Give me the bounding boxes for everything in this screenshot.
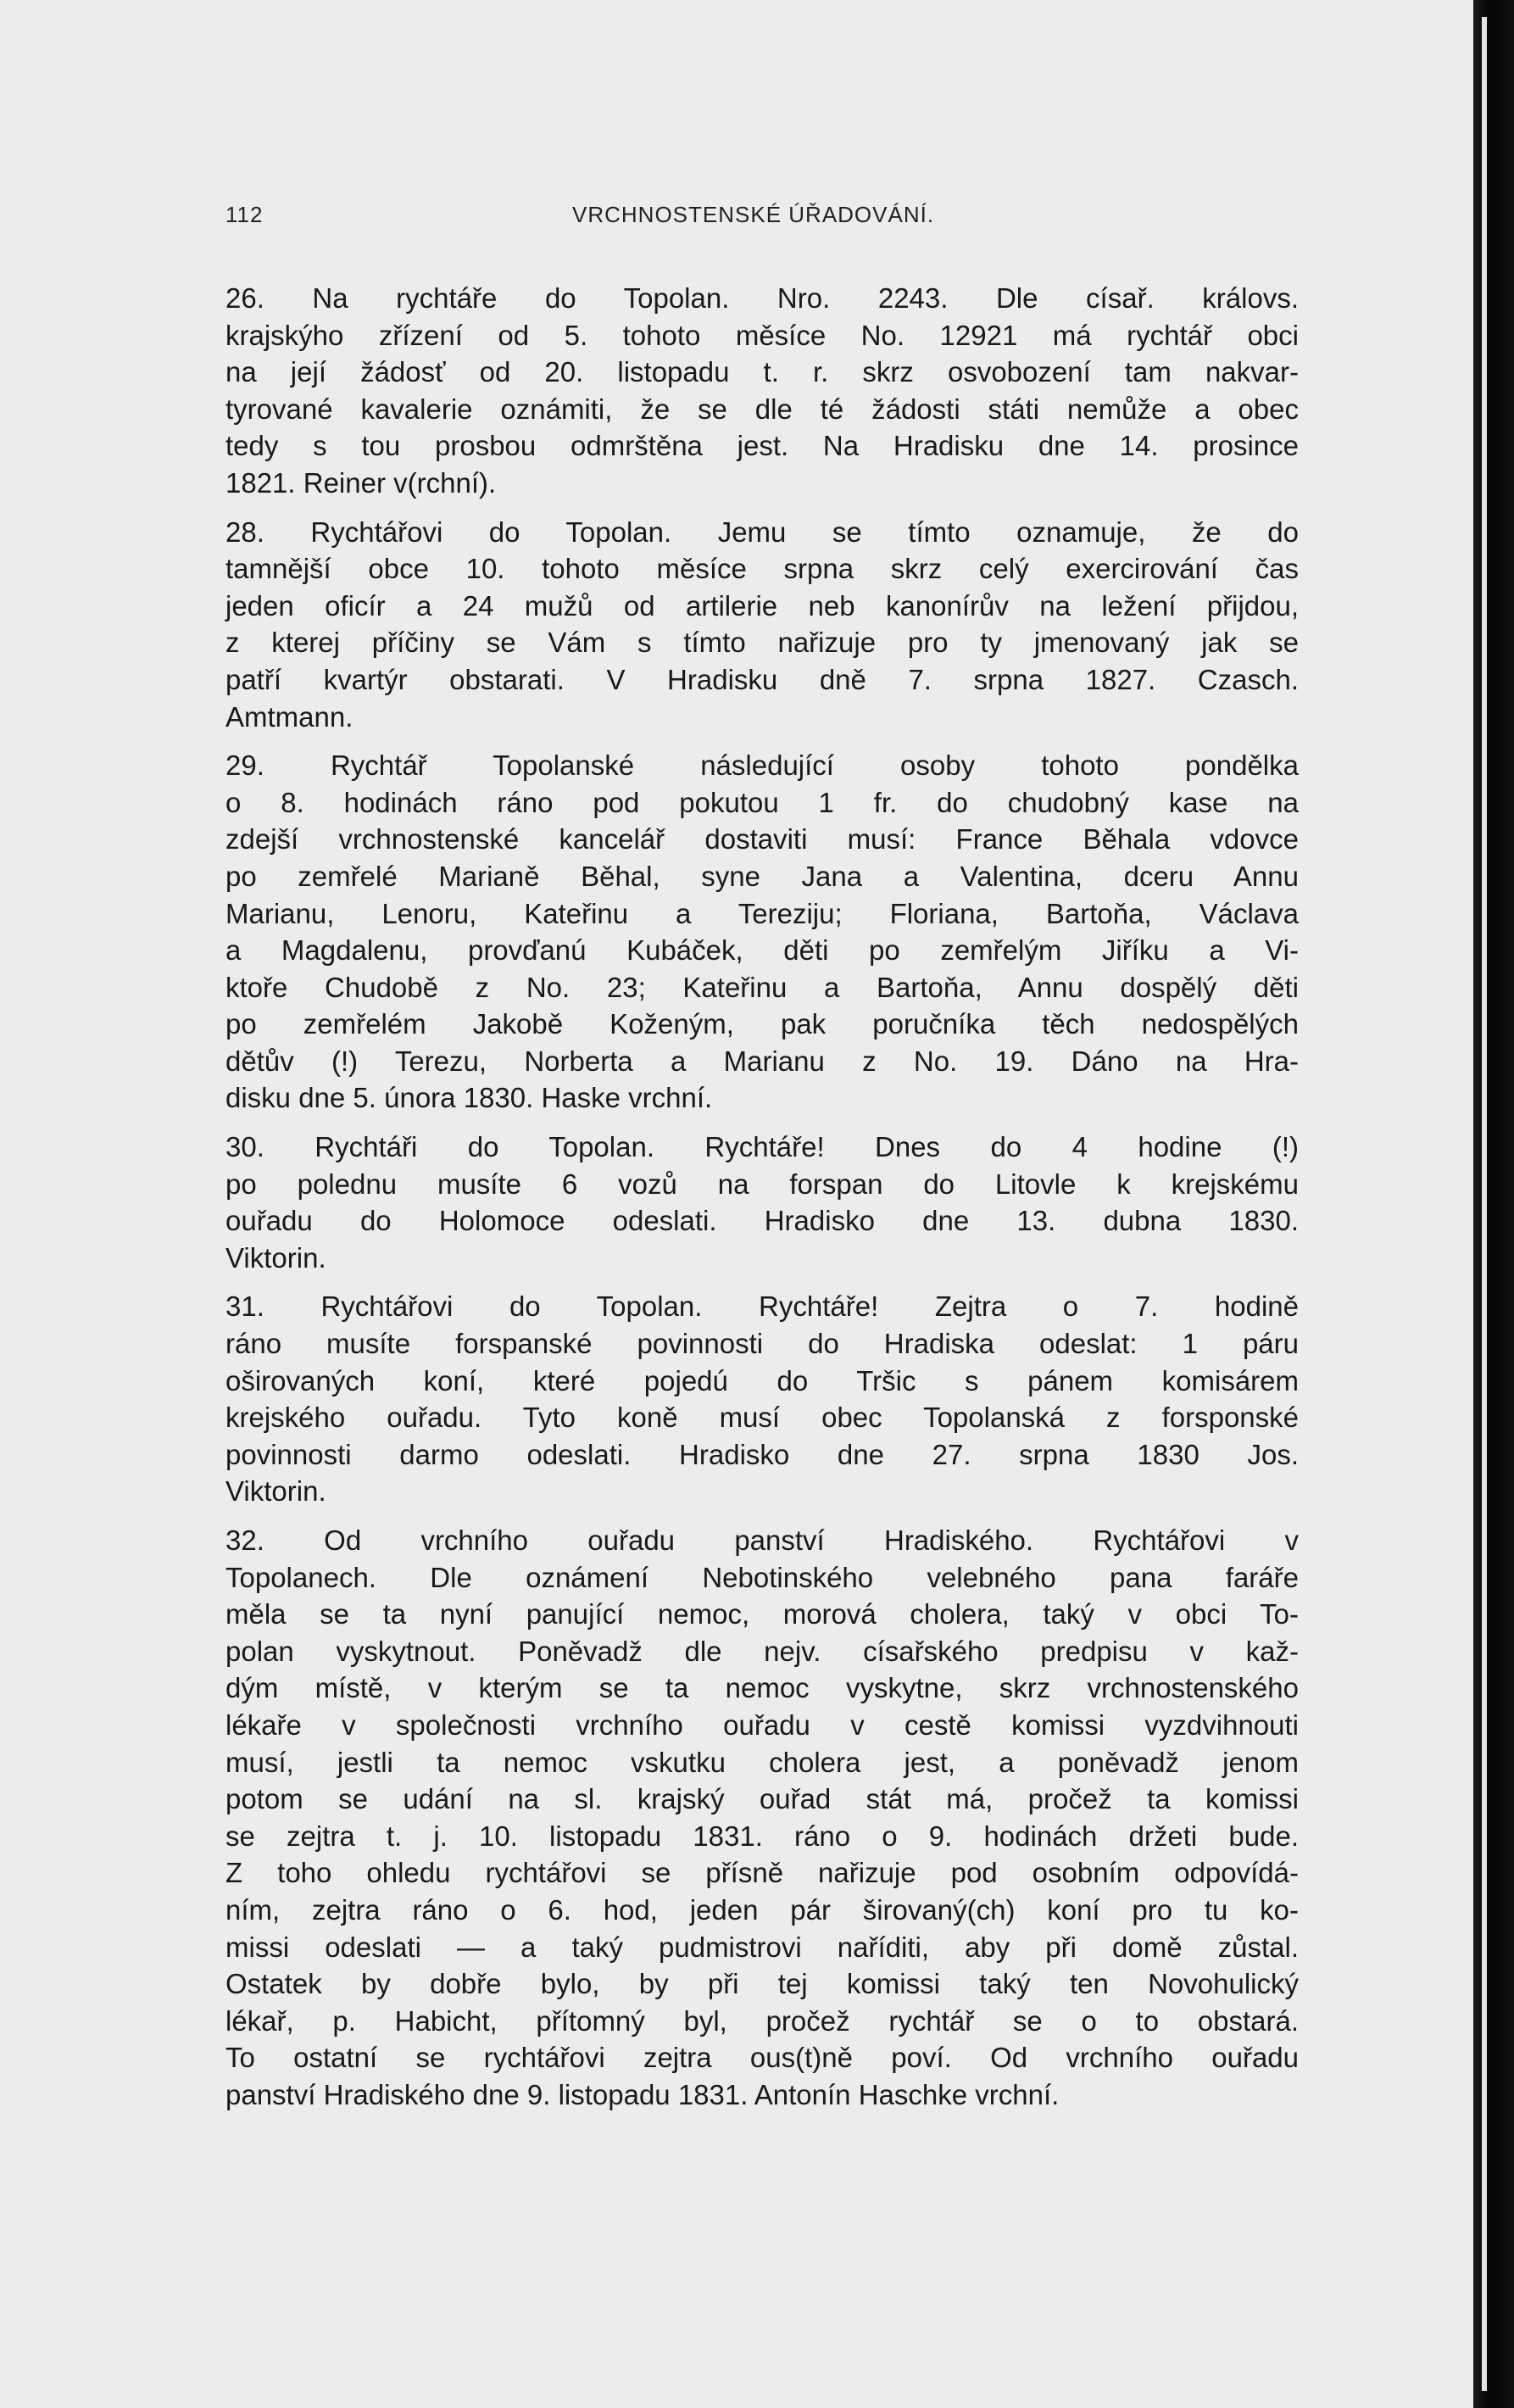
text-line: musí, jestli ta nemoc vskutku cholera jest, a poněvadž jenom: [225, 1746, 1299, 1778]
text-line: se zejtra t. j. 10. listopadu 1831. ráno o 9. hodinách držeti bude.: [225, 1820, 1299, 1852]
text-line: po zemřelé Marianě Běhal, syne Jana a Valentina, dceru Annu: [225, 860, 1299, 892]
text-line: 28. Rychtářovi do Topolan. Jemu se tímto oznamuje, že do: [225, 516, 1299, 548]
text-line: na její žádosť od 20. listopadu t. r. skrz osvobození tam nakvar-: [225, 356, 1299, 388]
running-head: VRCHNOSTENSKÉ ÚŘADOVÁNÍ.: [572, 202, 935, 227]
text-line: oširovaných koní, které pojedú do Tršic s pánem komisárem: [225, 1364, 1299, 1396]
scan-edge: [1473, 0, 1514, 2408]
text-line: patří kvartýr obstarati. V Hradisku dně 7. srpna 1827. Czasch.: [225, 663, 1299, 695]
text-line: a Magdalenu, provďanú Kubáček, děti po zemřelým Jiříku a Vi-: [225, 934, 1299, 967]
text-line: polan vyskytnout. Poněvadž dle nejv. císařského predpisu v kaž-: [225, 1635, 1299, 1667]
text-line: Z toho ohledu rychtářovi se přísně nařizuje pod osobním odpovídá-: [225, 1857, 1299, 1889]
text-line: jeden oficír a 24 mužů od artilerie neb kanonírův na ležení přijdou,: [225, 589, 1299, 622]
text-line: 31. Rychtářovi do Topolan. Rychtáře! Zejtra o 7. hodině: [225, 1290, 1299, 1323]
text-line: Marianu, Lenoru, Kateřinu a Tereziju; Floriana, Bartoňa, Václava: [225, 897, 1299, 929]
text-line: tedy s tou prosbou odmrštěna jest. Na Hradisku dne 14. prosince: [225, 430, 1299, 462]
paragraph: [225, 1129, 1299, 1276]
text-line: zdejší vrchnostenské kancelář dostaviti musí: France Běhala vdovce: [225, 823, 1299, 856]
text-line: lékaře v společnosti vrchního ouřadu v cestě komissi vyzdvihnouti: [225, 1708, 1299, 1741]
text-line: 1821. Reiner v(rchní).: [225, 466, 497, 499]
scan-edge-line: [1482, 17, 1487, 2391]
text-line: 30. Rychtáři do Topolan. Rychtáře! Dnes do 4 hodine (!): [225, 1131, 1299, 1163]
text-line: 32. Od vrchního ouřadu panství Hradiského. Rychtářovi v: [225, 1525, 1299, 1556]
text-line: tyrované kavalerie oznámiti, že se dle té žádosti státi nemůže a obec: [225, 393, 1299, 425]
text-line: Viktorin.: [225, 1241, 326, 1274]
text-body: [225, 280, 1299, 2126]
text-line: panství Hradiského dne 9. listopadu 1831. Antonín Haschke vrchní.: [225, 2078, 1060, 2110]
text-line: Amtmann.: [225, 700, 353, 733]
text-line: měla se ta nyní panující nemoc, morová cholera, taký v obci To-: [225, 1598, 1299, 1630]
text-line: z kterej příčiny se Vám s tímto nařizuje pro ty jmenovaný jak se: [225, 627, 1299, 659]
paragraph: [225, 747, 1299, 1117]
text-line: To ostatní se rychtářovi zejtra ous(t)ně poví. Od vrchního ouřadu: [225, 2042, 1299, 2074]
paragraph: [225, 1522, 1299, 2114]
page-header: [225, 197, 1299, 237]
text-line: missi odeslati — a taký pudmistrovi naříditi, aby při domě zůstal.: [225, 1931, 1299, 1963]
text-line: o 8. hodinách ráno pod pokutou 1 fr. do chudobný kase na: [225, 786, 1299, 818]
text-line: ktoře Chudobě z No. 23; Kateřinu a Bartoňa, Annu dospělý děti: [225, 971, 1299, 1003]
text-line: ním, zejtra ráno o 6. hod, jeden pár širovaný(ch) koní pro tu ko-: [225, 1893, 1299, 1926]
text-line: dým místě, v kterým se ta nemoc vyskytne, skrz vrchnostenského: [225, 1672, 1299, 1704]
text-line: povinnosti darmo odeslati. Hradisko dne 27. srpna 1830 Jos.: [225, 1438, 1299, 1470]
page-number: 112: [225, 202, 264, 227]
paragraph: [225, 280, 1299, 502]
text-line: disku dne 5. února 1830. Haske vrchní.: [225, 1082, 713, 1114]
text-line: dětův (!) Terezu, Norberta a Marianu z No. 19. Dáno na Hra-: [225, 1045, 1299, 1077]
text-line: 26. Na rychtáře do Topolan. Nro. 2243. Dle císař. královs.: [225, 282, 1299, 314]
text-line: potom se udání na sl. krajský ouřad stát má, pročež ta komissi: [225, 1783, 1299, 1815]
text-line: krajskýho zřízení od 5. tohoto měsíce No. 12921 má rychtář obci: [225, 319, 1299, 351]
text-line: krejského ouřadu. Tyto koně musí obec Topolanská z forsponské: [225, 1402, 1299, 1434]
paragraph: [225, 1288, 1299, 1510]
text-line: Viktorin.: [225, 1475, 326, 1508]
text-line: lékař, p. Habicht, přítomný byl, pročež rychtář se o to obstará.: [225, 2004, 1299, 2037]
text-line: po zemřelém Jakobě Koženým, pak poručníka těch nedospělých: [225, 1008, 1299, 1040]
text-line: ouřadu do Holomoce odeslati. Hradisko dne 13. dubna 1830.: [225, 1205, 1299, 1237]
text-line: Ostatek by dobře bylo, by při tej komissi taký ten Novohulický: [225, 1968, 1299, 2000]
text-line: ráno musíte forspanské povinnosti do Hradiska odeslat: 1 páru: [225, 1328, 1299, 1360]
text-line: Topolanech. Dle oznámení Nebotinského velebného pana faráře: [225, 1561, 1299, 1593]
text-line: 29. Rychtář Topolanské následující osoby tohoto pondělka: [225, 750, 1299, 782]
text-line: tamnější obce 10. tohoto měsíce srpna skrz celý exercirování čas: [225, 553, 1299, 585]
text-line: po polednu musíte 6 vozů na forspan do Litovle k krejskému: [225, 1168, 1299, 1200]
paragraph: [225, 514, 1299, 736]
